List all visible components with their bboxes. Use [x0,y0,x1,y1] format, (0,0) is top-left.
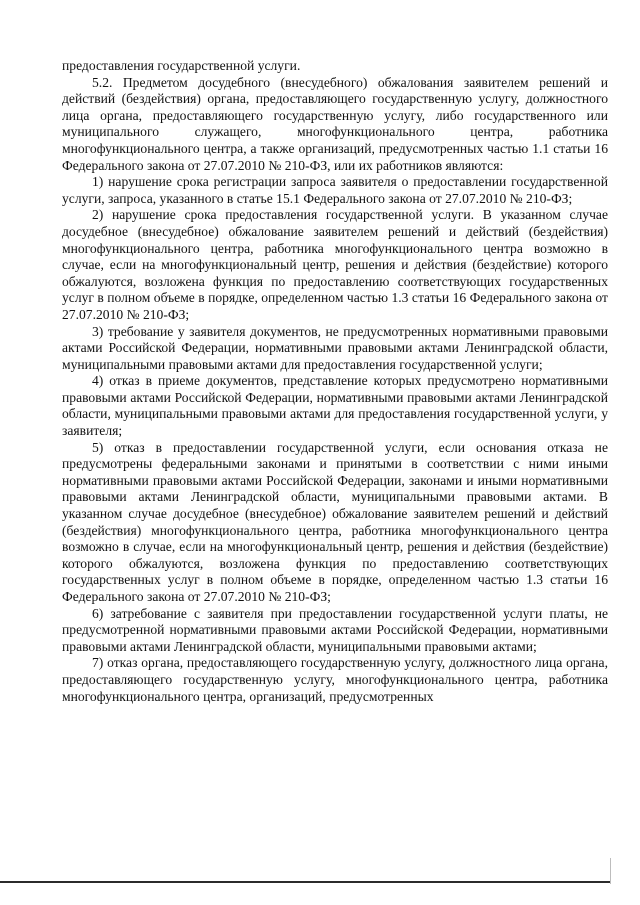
document-body [62,58,608,705]
list-item-5: 5) отказ в предоставлении государственной услуги, если основания отказа не предусмотрены федеральными законами и принятыми в соответствии с ними иными нормативными правовыми актами Российской Федерации, законами и иными нормативными правовыми актами Ленинградской области, муниципальными правовыми актами. В указанном случае досудебное (внесудебное) обжалование заявителем решений и действий (бездействия) многофункционального центра, работника многофункционального центра возможно в случае, если на многофункциональный центр, решения и действия (бездействие) которого обжалуются, возложена функция по предоставлению соответствующих государственных услуг в полном объеме в порядке, определенном частью 1.3 статьи 16 Федерального закона от 27.07.2010 № 210-ФЗ; [62,439,608,604]
list-item-3: 3) требование у заявителя документов, не предусмотренных нормативными правовыми актами Российской Федерации, нормативными правовыми актами Ленинградской области, муниципальными правовыми актами для предоставления государственной услуги; [62,323,608,372]
list-item-6: 6) затребование с заявителя при предоставлении государственной услуги платы, не предусмотренной нормативными правовыми актами Российской Федерации, нормативными правовыми актами Ленинградской области, муниципальными правовыми актами; [62,605,608,654]
scan-bottom-rule [0,881,610,883]
list-item-1: 1) нарушение срока регистрации запроса заявителя о предоставлении государственной услуги, запроса, указанного в статье 15.1 Федерального закона от 27.07.2010 № 210-ФЗ; [62,174,608,206]
list-item-2: 2) нарушение срока предоставления государственной услуги. В указанном случае досудебное (внесудебное) обжалование заявителем решений и действий (бездействия) многофункционального центра, работника многофункционального центра возможно в случае, если на многофункциональный центр, решения и действия (бездействие) которого обжалуются, возложена функция по предоставлению соответствующих государственных услуг в полном объеме в порядке, определенном частью 1.3 статьи 16 Федерального закона от 27.07.2010 № 210-ФЗ; [62,207,608,322]
list-item-4: 4) отказ в приеме документов, представление которых предусмотрено нормативными правовыми актами Российской Федерации, нормативными правовыми актами Ленинградской области, муниципальными правовыми актами для предоставления государственной услуги, у заявителя; [62,373,608,439]
list-item-7: 7) отказ органа, предоставляющего государственную услугу, должностного лица органа, предоставляющего государственную услугу, многофункционального центра, работника многофункционального центра, организаций, предусмотренных [62,655,608,704]
scan-edge-mark [610,858,611,884]
paragraph-continuation: предоставления государственной услуги. [62,58,301,73]
paragraph-5-2: 5.2. Предметом досудебного (внесудебного) обжалования заявителем решений и действий (бездействия) органа, предоставляющего государственную услугу, должностного лица органа, предоставляющего государственную услугу, либо государственного или муниципального служащего, многофункционального центра, работника многофункционального центра, а также организаций, предусмотренных частью 1.1 статьи 16 Федерального закона от 27.07.2010 № 210-ФЗ, или их работников являются: [62,74,608,173]
